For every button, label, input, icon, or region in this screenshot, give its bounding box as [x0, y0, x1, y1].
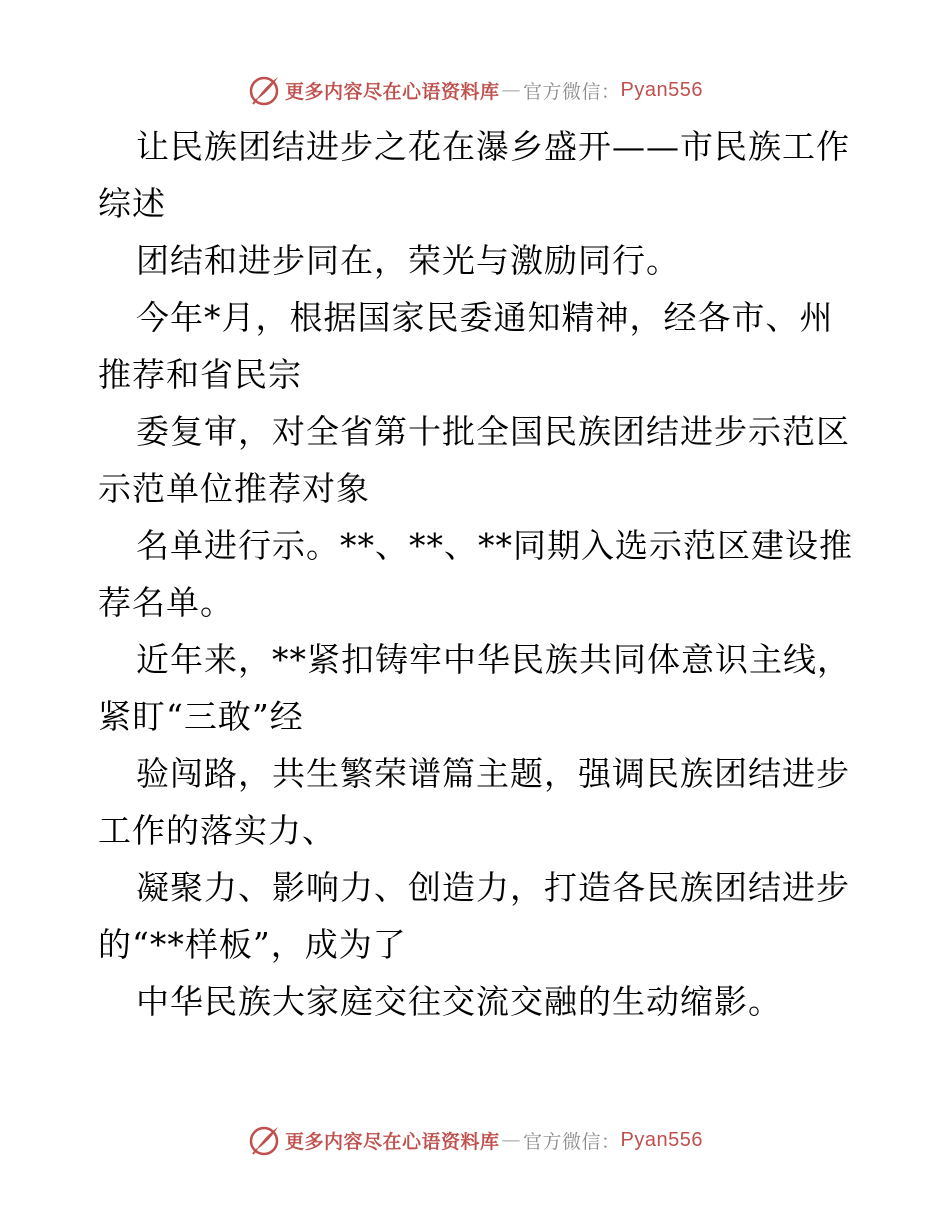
title-line-1: 让民族团结进步之花在瀑乡盛开——市民族工作 — [136, 127, 850, 166]
document-body — [98, 118, 858, 1030]
header-dash: — — [501, 79, 522, 101]
footer-wechat-label: 官方微信： — [523, 1130, 621, 1153]
header-wechat-label: 官方微信： — [523, 80, 621, 103]
paragraph-line: 紧盯“三敢”经 — [98, 697, 304, 736]
feather-logo-icon — [247, 73, 281, 107]
paragraph-line: 中华民族大家庭交往交流交融的生动缩影。 — [136, 982, 782, 1021]
header-wechat-id: Pyan556 — [620, 78, 703, 101]
paragraph-line: 的“**样板”，成为了 — [98, 925, 407, 964]
paragraph-line: 验闯路，共生繁荣谱篇主题，强调民族团结进步 — [136, 754, 850, 793]
paragraph-line: 今年*月，根据国家民委通知精神，经各市、州 — [136, 298, 834, 337]
paragraph-line: 凝聚力、影响力、创造力，打造各民族团结进步 — [136, 868, 850, 907]
paragraph-line: 荐名单。 — [98, 583, 234, 622]
footer-dash: — — [501, 1129, 522, 1151]
paragraph-line: 委复审，对全省第十批全国民族团结进步示范区 — [136, 412, 850, 451]
footer-watermark — [0, 1120, 950, 1160]
paragraph-line: 近年来，**紧扣铸牢中华民族共同体意识主线， — [136, 640, 851, 679]
paragraph-line: 团结和进步同在，荣光与激励同行。 — [136, 241, 680, 280]
paragraph-line: 工作的落实力、 — [98, 811, 336, 850]
header-watermark — [0, 70, 950, 110]
paragraph-line: 推荐和省民宗 — [98, 355, 302, 394]
header-brand-text: 更多内容尽在心语资料库 — [285, 80, 500, 103]
feather-logo-icon — [247, 1123, 281, 1157]
footer-wechat-id: Pyan556 — [620, 1128, 703, 1151]
title-line-2: 综述 — [98, 184, 166, 223]
paragraph-line: 示范单位推荐对象 — [98, 469, 370, 508]
footer-brand-text: 更多内容尽在心语资料库 — [285, 1130, 500, 1153]
paragraph-line: 名单进行示。**、**、**同期入选示范区建设推 — [136, 526, 853, 565]
